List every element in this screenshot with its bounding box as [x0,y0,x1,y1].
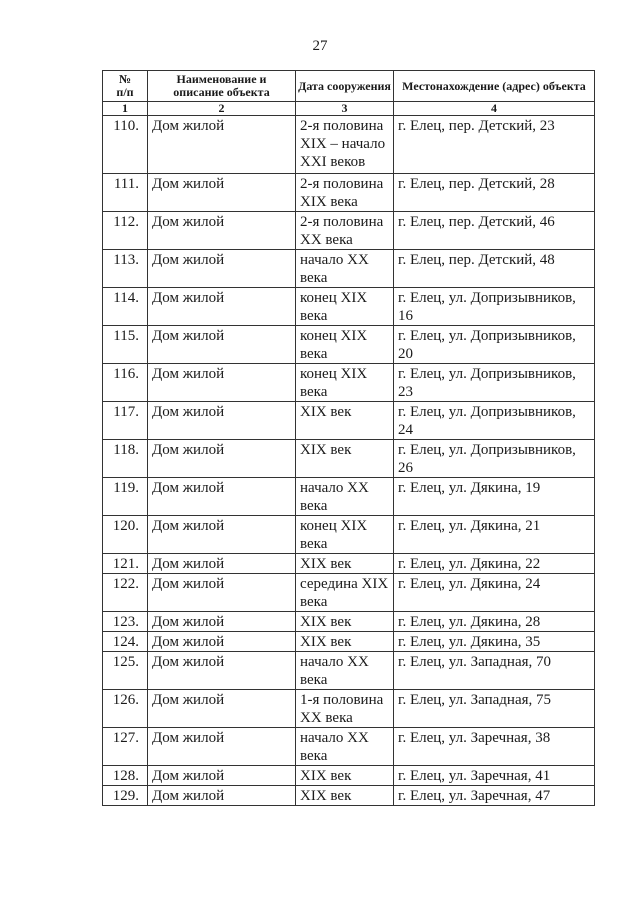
object-name: Дом жилой [148,766,296,786]
object-name: Дом жилой [148,402,296,440]
object-name: Дом жилой [148,174,296,212]
object-name: Дом жилой [148,478,296,516]
row-number: 120. [103,516,148,554]
object-name: Дом жилой [148,516,296,554]
construction-date: начало XX века [296,728,394,766]
construction-date: середина XIX века [296,574,394,612]
row-number: 127. [103,728,148,766]
header-location: Местонахождение (адрес) объекта [394,71,595,102]
object-location: г. Елец, ул. Дякина, 19 [394,478,595,516]
construction-date: 2-я половина XIX – начало XXI веков [296,116,394,174]
object-name: Дом жилой [148,288,296,326]
header-date: Дата сооружения [296,71,394,102]
construction-date: 1-я половина XX века [296,690,394,728]
row-number: 118. [103,440,148,478]
object-location: г. Елец, ул. Допризывников, 16 [394,288,595,326]
row-number: 129. [103,786,148,806]
object-name: Дом жилой [148,250,296,288]
object-location: г. Елец, ул. Западная, 70 [394,652,595,690]
table-row [103,402,595,440]
object-name: Дом жилой [148,574,296,612]
column-number-row [103,102,595,116]
object-location: г. Елец, ул. Допризывников, 26 [394,440,595,478]
construction-date: 2-я половина XIX века [296,174,394,212]
row-number: 113. [103,250,148,288]
row-number: 115. [103,326,148,364]
row-number: 112. [103,212,148,250]
object-location: г. Елец, пер. Детский, 28 [394,174,595,212]
row-number: 126. [103,690,148,728]
table-row [103,574,595,612]
object-location: г. Елец, пер. Детский, 23 [394,116,595,174]
row-number: 128. [103,766,148,786]
object-name: Дом жилой [148,612,296,632]
header-name: Наименование и описание объекта [148,71,296,102]
row-number: 124. [103,632,148,652]
object-location: г. Елец, ул. Заречная, 47 [394,786,595,806]
table-row [103,364,595,402]
construction-date: XIX век [296,632,394,652]
object-location: г. Елец, ул. Западная, 75 [394,690,595,728]
construction-date: XIX век [296,440,394,478]
object-name: Дом жилой [148,728,296,766]
construction-date: конец XIX века [296,326,394,364]
construction-date: начало XX века [296,250,394,288]
row-number: 125. [103,652,148,690]
table-row [103,786,595,806]
object-location: г. Елец, ул. Дякина, 24 [394,574,595,612]
row-number: 114. [103,288,148,326]
column-number: 4 [394,102,595,116]
table-row [103,212,595,250]
object-name: Дом жилой [148,690,296,728]
object-location: г. Елец, ул. Дякина, 35 [394,632,595,652]
construction-date: XIX век [296,402,394,440]
table-row [103,250,595,288]
column-number: 3 [296,102,394,116]
table-row [103,288,595,326]
table-row [103,326,595,364]
object-location: г. Елец, пер. Детский, 46 [394,212,595,250]
object-name: Дом жилой [148,326,296,364]
row-number: 117. [103,402,148,440]
table-row [103,554,595,574]
object-name: Дом жилой [148,632,296,652]
row-number: 116. [103,364,148,402]
object-location: г. Елец, ул. Допризывников, 23 [394,364,595,402]
page-number: 27 [312,38,328,54]
table-row [103,652,595,690]
object-name: Дом жилой [148,116,296,174]
table-row [103,516,595,554]
construction-date: конец XIX века [296,288,394,326]
table-row [103,632,595,652]
column-number: 2 [148,102,296,116]
table-row [103,612,595,632]
object-name: Дом жилой [148,652,296,690]
object-location: г. Елец, ул. Дякина, 28 [394,612,595,632]
header-row [103,71,595,102]
object-location: г. Елец, ул. Допризывников, 24 [394,402,595,440]
construction-date: XIX век [296,786,394,806]
construction-date: конец XIX века [296,364,394,402]
object-location: г. Елец, ул. Заречная, 38 [394,728,595,766]
table-row [103,478,595,516]
construction-date: XIX век [296,612,394,632]
column-number: 1 [103,102,148,116]
construction-date: начало XX века [296,478,394,516]
object-name: Дом жилой [148,212,296,250]
construction-date: XIX век [296,554,394,574]
row-number: 122. [103,574,148,612]
row-number: 121. [103,554,148,574]
object-location: г. Елец, пер. Детский, 48 [394,250,595,288]
row-number: 123. [103,612,148,632]
object-name: Дом жилой [148,440,296,478]
construction-date: начало XX века [296,652,394,690]
construction-date: 2-я половина XX века [296,212,394,250]
monuments-table [102,70,595,806]
object-location: г. Елец, ул. Заречная, 41 [394,766,595,786]
row-number: 119. [103,478,148,516]
table-row [103,728,595,766]
object-location: г. Елец, ул. Дякина, 21 [394,516,595,554]
object-name: Дом жилой [148,554,296,574]
table-row [103,174,595,212]
object-location: г. Елец, ул. Дякина, 22 [394,554,595,574]
table-row [103,766,595,786]
table-row [103,440,595,478]
table-row [103,116,595,174]
construction-date: XIX век [296,766,394,786]
construction-date: конец XIX века [296,516,394,554]
table-row [103,690,595,728]
object-name: Дом жилой [148,786,296,806]
row-number: 110. [103,116,148,174]
object-name: Дом жилой [148,364,296,402]
object-location: г. Елец, ул. Допризывников, 20 [394,326,595,364]
header-num: № п/п [103,71,148,102]
row-number: 111. [103,174,148,212]
